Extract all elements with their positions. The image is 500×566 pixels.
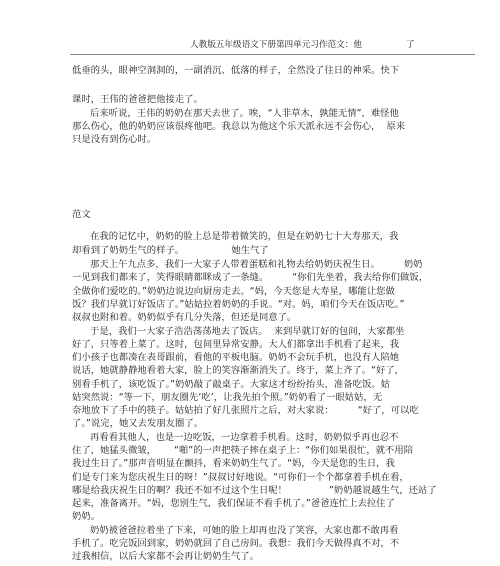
text-line: 却看到了奶奶生气的样子。 bbox=[72, 245, 185, 256]
text-line: 奈地放下了手中的筷子。姑姑拍了好几张照片之后，对大家说： “好了，可以吃 bbox=[72, 405, 419, 416]
text-line: 再看看其他人，也是一边吃饭，一边拿着手机看。这时，奶奶似乎再也忍不 bbox=[72, 432, 399, 443]
text-line: 后来听说，王伟的奶奶在那天去世了。唉，“人非草木，孰能无情”，难怪他 bbox=[72, 108, 399, 119]
text-line: 姑突然说：“等一下，朋友圈先‘吃’，让我先拍个照。”奶奶看了一眼姑姑，无 bbox=[72, 392, 383, 403]
text-line: 住了，她猛头微皱， “啪”的一声把筷子摔在桌子上：“你们如果很忙，就不用陪 bbox=[72, 445, 414, 456]
text-line: 我过生日了。”那声音明显在颤抖，看来奶奶生气了。“妈，今天是您的生日，我 bbox=[72, 458, 395, 469]
text-line: 饭？我们早就订好饭店了。”姑姑拉着奶奶的手说。“对。妈，咱们今天在饭店吃。” bbox=[72, 299, 405, 310]
text-line: 范文 bbox=[72, 209, 91, 220]
text-line: 在我的记忆中，奶奶的脸上总是带着微笑的，但是在奶奶七十大寿那天，我 bbox=[72, 231, 399, 242]
text-line: 那么伤心，他的奶奶应该很疼他吧。我总以为他这个乐天派永远不会伤心， 原来 bbox=[72, 121, 406, 132]
text-line: 说话，她就静静地看着大家，脸上的笑容渐渐消失了。终于，菜上齐了。“好了， bbox=[72, 365, 405, 376]
text-line: 于是，我们一大家子浩浩荡荡地去了饭店。 来到早就订好的包间，大家都坐 bbox=[72, 326, 405, 337]
header-tail: 了 bbox=[406, 40, 415, 50]
text-line: 课时，王伟的爸爸把他接走了。 bbox=[72, 94, 203, 105]
text-line: 那天上午九点多，我们一大家子人带着蛋糕和礼物去给奶奶庆祝生日。 奶奶 bbox=[72, 259, 423, 270]
text-line: 了。”说完，她又去发朋友圈了。 bbox=[72, 418, 204, 429]
text-line: 奶奶被爸爸拉着坐了下来，可她的脸上却再也没了笑容，大家也都不敢再看 bbox=[72, 525, 399, 536]
text-line: 叔叔也附和着。奶奶似乎有几分失落，但还是同意了。 bbox=[72, 312, 297, 323]
text-line: 低垂的头，眼神空洞洞的，一副消沉、低落的样子，全然没了往日的神采。快下 bbox=[72, 65, 400, 76]
text-line: 起来，准备离开。“妈，您别生气，我们保证不看手机了。”爸爸连忙上去拉住了 bbox=[72, 498, 395, 509]
text-line: 一见到我们都来了，笑得眼睛都眯成了一条缝。 “你们先坐着，我去给你们做饭， bbox=[72, 272, 429, 283]
header-rule bbox=[70, 54, 475, 55]
page-header bbox=[190, 38, 490, 50]
text-line: 们小孩子也都凑在表哥跟前，看他的平板电脑。奶奶不会玩手机，也没有人陪她 bbox=[72, 352, 400, 363]
text-line: 好了，只等着上菜了。这时，包间里异常安静。大人们都拿出手机看了起来，我 bbox=[72, 339, 400, 350]
text-line: 别看手机了，该吃饭了。”奶奶敲了敲桌子。大家这才纷纷抬头，准备吃饭。姑 bbox=[72, 379, 391, 390]
text-line: 哪是给我庆祝生日的啊？我还不如不过这个生日呢！ ”奶奶越说越生气，还站了 bbox=[72, 485, 437, 496]
header-title: 人教版五年级语文下册第四单元习作范文：他 bbox=[190, 40, 362, 50]
text-line: 手机了。吃完饭回到家，奶奶就回了自己房间。我想：我们今天做得真不对，不 bbox=[72, 538, 400, 549]
text-line: 全做你们爱吃的。”奶奶边说边向厨房走去。“妈，今天您是大寿星，哪能让您做 bbox=[72, 286, 395, 297]
text-line: 奶奶。 bbox=[72, 511, 101, 522]
text-line: 只是没有到伤心时。 bbox=[72, 134, 157, 145]
essay-title: 她生气了 bbox=[231, 245, 269, 256]
text-line: 过我相信，以后大家都不会再让奶奶生气了。 bbox=[72, 551, 259, 562]
text-line: 们是专门来为您庆祝生日的呀！”叔叔讨好地说。“可你们一个个都拿着手机在看， bbox=[72, 472, 409, 483]
